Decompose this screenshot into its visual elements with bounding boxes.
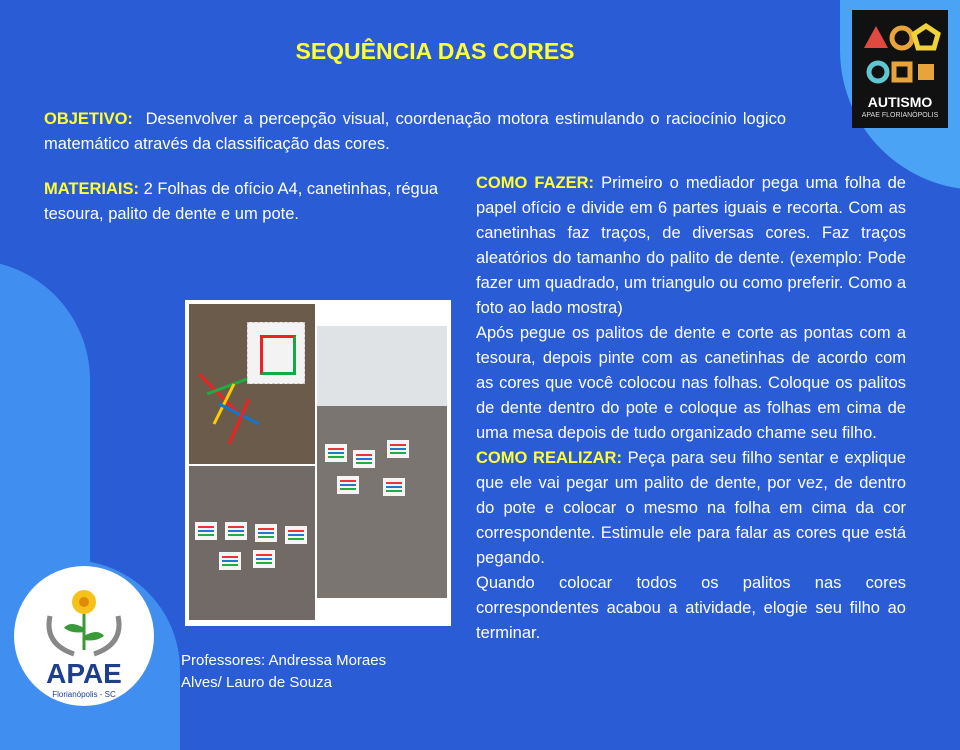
como-realizar-label: COMO REALIZAR: (476, 449, 622, 467)
apae-logo (14, 566, 154, 706)
teachers-credit (181, 650, 386, 694)
como-realizar-paragraph (476, 446, 906, 571)
toothpicks-illustration (189, 304, 315, 464)
objetivo-label: OBJETIVO: (44, 110, 133, 128)
autismo-logo-name: AUTISMO (867, 94, 933, 110)
objetivo-paragraph (44, 107, 786, 157)
apae-logo-name: APAE (46, 658, 122, 689)
activity-photo-collage (185, 300, 451, 626)
teachers-line-2: Alves/ Lauro de Souza (181, 674, 332, 691)
materiais-text: 2 Folhas de ofício A4, canetinhas, régua tesoura, palito de dente e um pote. (44, 180, 439, 223)
photo-cards-on-table (189, 466, 315, 620)
flower-hands-icon (14, 566, 154, 658)
instructions-column (476, 171, 906, 646)
como-fazer-paragraph (476, 171, 906, 321)
materiais-paragraph (44, 177, 444, 227)
autismo-shapes-icon (852, 10, 948, 94)
como-realizar-text: Peça para seu filho sentar e explique que ele vai pegar um palito de dente, por vez, de dentro do pote e colocar o mesmo na folha em cima da cor correspondente. Estimule ele para falar as cores que está pegando. (476, 449, 906, 567)
objetivo-text: Desenvolver a percepção visual, coordenação motora estimulando o raciocínio logico matemático através da classificação das cores. (44, 110, 786, 153)
teachers-line-1: Professores: Andressa Moraes (181, 652, 387, 669)
apae-logo-sub: Florianópolis - SC (52, 690, 116, 699)
como-fazer-label: COMO FAZER: (476, 174, 594, 192)
como-fazer-paragraph-2: Após pegue os palitos de dente e corte as pontas com a tesoura, depois pinte com as canetinhas de acordo com as cores que você colocou nas folhas. Coloque os palitos de dente dentro do pote e coloque as folhas em cima de uma mesa depois de tudo organizado chame seu filho. (476, 324, 906, 442)
como-realizar-paragraph-2: Quando colocar todos os palitos nas cores correspondentes acabou a atividade, elogie seu filho ao terminar. (476, 574, 906, 642)
autismo-logo-sub: APAE FLORIANÓPOLIS (861, 112, 939, 119)
como-fazer-text: Primeiro o mediador pega uma folha de papel ofício e divide em 6 partes iguais e recorta. Com as canetinhas faz traços, de diversas cores. Faz traços aleatórios do tamanho do palito de dente. (exemplo: Pode fazer um quadrado, um triangulo ou como preferir. Como a foto ao lado mostra) (476, 174, 906, 317)
autismo-logo (852, 10, 948, 128)
photo-toothpicks-and-card (189, 304, 315, 464)
materiais-label: MATERIAIS: (44, 180, 140, 198)
photo-child-at-table (317, 326, 447, 598)
page-title: SEQUÊNCIA DAS CORES (295, 38, 575, 64)
